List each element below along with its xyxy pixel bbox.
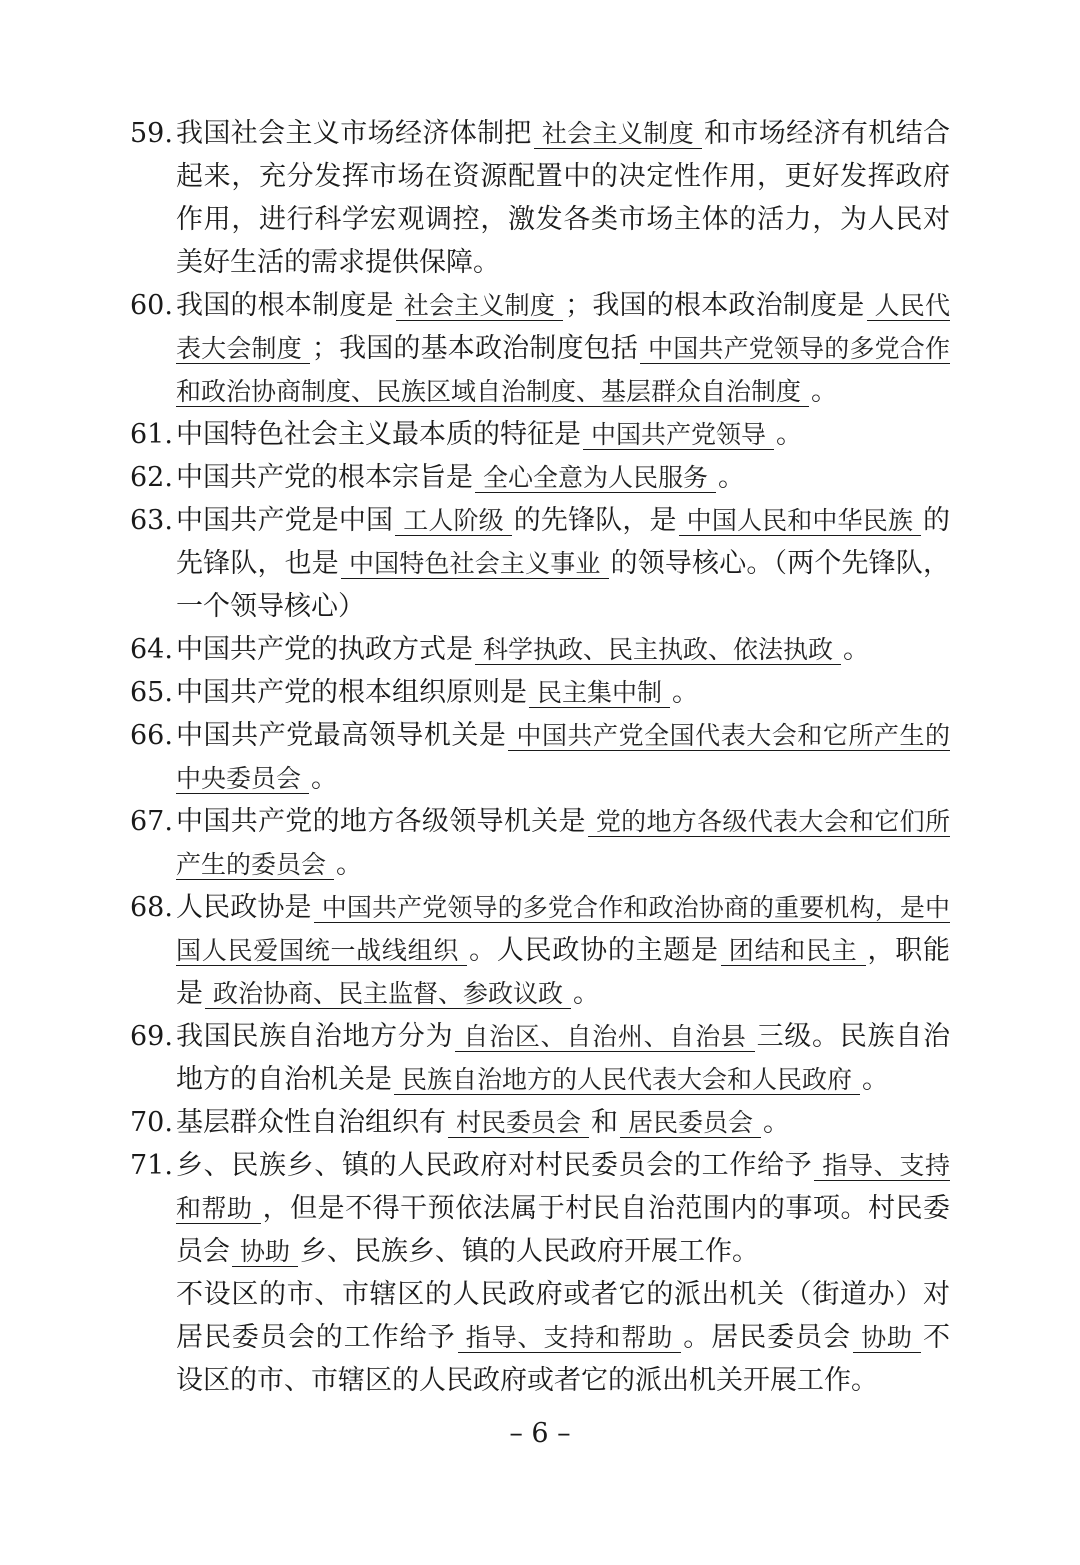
question-item [130,1144,950,1402]
question-text-segment: ，职能是 [176,935,950,1009]
question-text-segment: 中国共产党的根本组织原则是 [176,677,527,708]
question-text-segment: 不设区的市、市辖区的人民政府或者它的派出机关开展工作。 [176,1322,950,1396]
question-text [176,671,950,714]
question-number: 68. [130,892,173,923]
answer-blank: 中国共产党领导 [583,420,774,450]
answer-blank: 自治区、自治州、自治县 [455,1022,754,1052]
question-text-segment: ；我国的基本政治制度包括 [311,333,639,364]
answer-blank: 政治协商、民主监督、参政议政 [205,979,571,1009]
answer-blank: 民主集中制 [529,678,670,708]
question-text-segment: 。 [573,978,601,1009]
answer-blank: 村民委员会 [448,1108,589,1138]
question-number: 67. [130,806,173,837]
question-text [176,1144,950,1273]
answer-blank: 中国共产党全国代表大会和它所产生的中央委员会 [176,721,950,793]
answer-blank: 社会主义制度 [396,291,563,321]
answer-blank: 指导、支持和帮助 [176,1151,950,1223]
question-text [176,112,950,284]
answer-blank: 团结和民主 [721,936,866,966]
question-text-paragraph [176,1273,950,1402]
question-text-segment: 我国民族自治地方分为 [176,1021,454,1052]
question-text [176,1015,950,1101]
question-text-segment: 乡、民族乡、镇的人民政府开展工作。 [300,1236,760,1267]
question-item [130,886,950,1015]
question-text-segment: 中国共产党的地方各级领导机关是 [176,806,586,837]
question-text-segment: 。 [336,849,364,880]
question-text-segment: 的先锋队，是 [513,505,677,536]
question-list [130,112,950,1402]
question-text-segment: 。人民政协的主题是 [469,935,719,966]
question-item [130,413,950,456]
answer-blank: 中国人民和中华民族 [679,506,921,536]
answer-blank: 协助 [853,1323,921,1353]
question-text [176,628,950,671]
question-number: 64. [130,634,173,665]
question-text-segment: 不设区的市、市辖区的人民政府或者它的派出机关（街道办）对居民委员会的工作给予 [176,1279,950,1353]
question-number: 63. [130,505,173,536]
question-text-segment: 和市场经济有机结合起来，充分发挥市场在资源配置中的决定性作用，更好发挥政府作用，进行科学宏观调控，激发各类市场主体的活力，为人民对美好生活的需求提供保障。 [176,118,951,278]
question-text [176,499,950,628]
question-text-segment: ；我国的根本政治制度是 [565,290,865,321]
question-text-segment: 。 [776,419,804,450]
question-item [130,112,950,284]
answer-blank: 中国共产党领导的多党合作和政治协商的重要机构，是中国人民爱国统一战线组织 [176,893,950,965]
question-number: 65. [130,677,173,708]
question-text-segment: 中国共产党的根本宗旨是 [176,462,473,493]
question-text [176,886,950,1015]
question-item [130,800,950,886]
answer-blank: 民族自治地方的人民代表大会和人民政府 [394,1065,860,1095]
question-text-segment: 的先锋队，也是 [176,505,950,579]
answer-blank: 中国特色社会主义事业 [341,549,609,579]
question-text [176,413,950,456]
answer-blank: 工人阶级 [395,506,512,536]
question-text-segment: 中国共产党最高领导机关是 [176,720,507,751]
question-number: 62. [130,462,173,493]
question-text-segment: 。 [763,1107,791,1138]
question-text-segment: 乡、民族乡、镇的人民政府对村民委员会的工作给予 [176,1150,813,1181]
question-text [176,1101,950,1144]
question-text-segment: 中国共产党是中国 [176,505,394,536]
question-item [130,456,950,499]
question-text [176,800,950,886]
question-text-segment: 我国社会主义市场经济体制把 [176,118,532,149]
answer-blank: 科学执政、民主执政、依法执政 [475,635,841,665]
question-text-segment: ，但是不得干预依法属于村民自治范围内的事项。村民委员会 [176,1193,950,1267]
question-text-segment: 中国特色社会主义最本质的特征是 [176,419,581,450]
question-text-segment: 。 [311,763,339,794]
question-number: 66. [130,720,173,751]
question-number: 59. [130,118,173,149]
question-text [176,456,950,499]
question-text-segment: 。居民委员会 [683,1322,852,1353]
question-text-segment: 。 [811,376,839,407]
question-text-segment: 三级。民族自治地方的自治机关是 [176,1021,951,1095]
question-text-segment: 我国的根本制度是 [176,290,394,321]
question-text-segment: 基层群众性自治组织有 [176,1107,446,1138]
question-item [130,499,950,628]
question-number: 70. [130,1107,173,1138]
question-text [176,714,950,800]
question-text-segment: 。 [843,634,871,665]
question-text-segment: 。 [718,462,746,493]
answer-blank: 居民委员会 [620,1108,761,1138]
answer-blank: 协助 [232,1237,298,1267]
question-number: 61. [130,419,173,450]
question-text-segment: 。 [672,677,700,708]
question-item [130,714,950,800]
answer-blank: 党的地方各级代表大会和它们所产生的委员会 [176,807,950,879]
question-item [130,1101,950,1144]
answer-blank: 社会主义制度 [534,119,702,149]
question-number: 69. [130,1021,173,1052]
question-number: 71. [130,1150,173,1181]
answer-blank: 指导、支持和帮助 [458,1323,682,1353]
answer-blank: 全心全意为人民服务 [475,463,716,493]
answer-blank: 中国共产党领导的多党合作和政治协商制度、民族区域自治制度、基层群众自治制度 [176,334,950,406]
page-number: – 6 – [509,1418,571,1449]
question-item [130,628,950,671]
question-item [130,671,950,714]
question-number: 60. [130,290,173,321]
question-text-segment: 和 [591,1107,619,1138]
question-text [176,284,950,413]
question-item [130,1015,950,1101]
question-item [130,284,950,413]
question-text-segment: 的领导核心。（两个先锋队，一个领导核心） [176,548,950,622]
question-text-segment: 。 [862,1064,890,1095]
answer-blank: 人民代表大会制度 [176,291,950,363]
question-text-segment: 中国共产党的执政方式是 [176,634,473,665]
question-text-segment: 人民政协是 [176,892,312,923]
